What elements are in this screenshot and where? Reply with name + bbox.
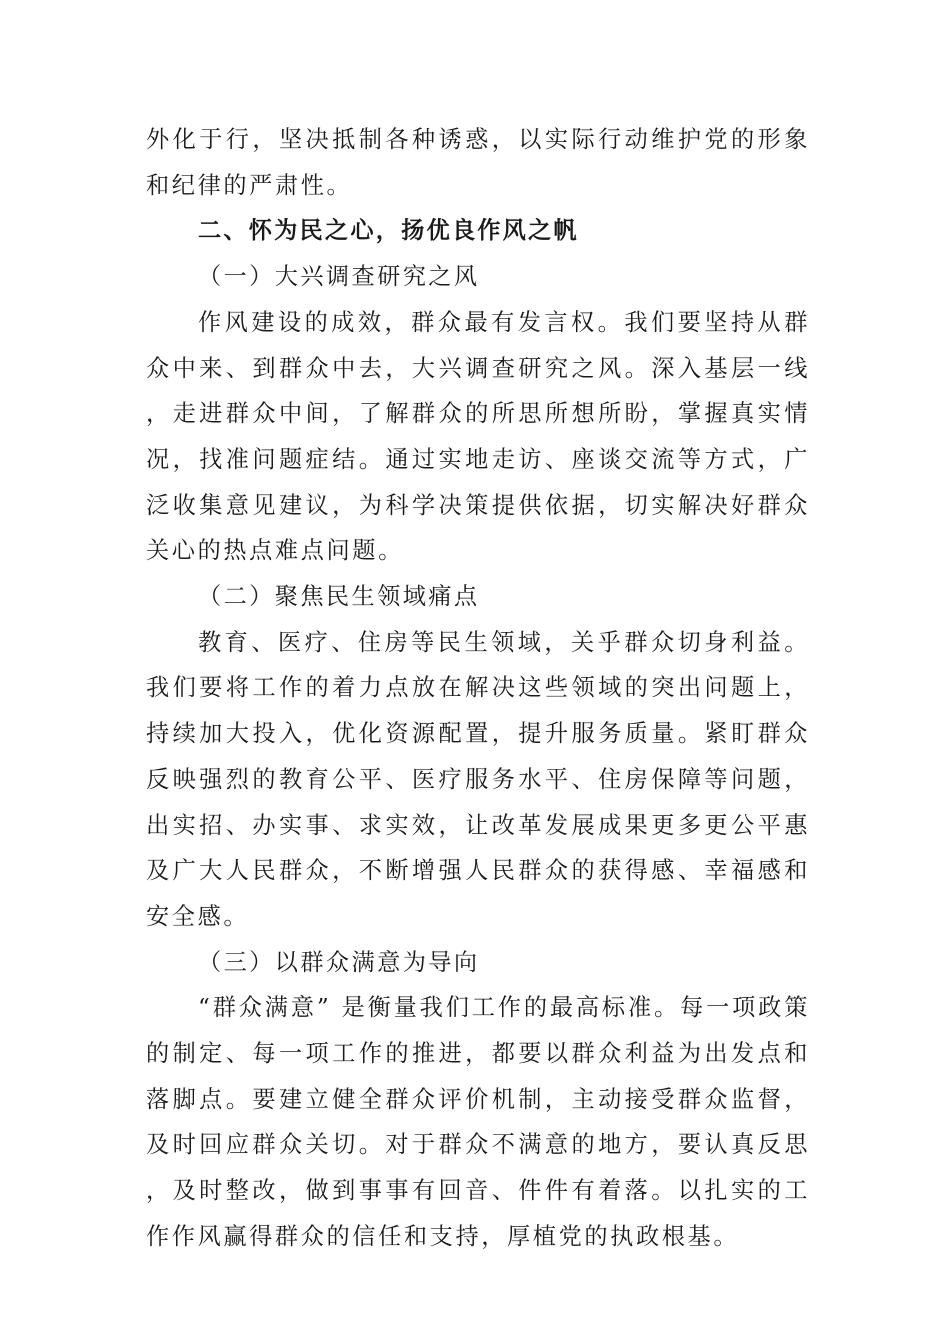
subsection-body-3: “群众满意” 是衡量我们工作的最高标准。每一项政策的制定、每一项工作的推进，都要以群众利益为出发点和落脚点。要建立健全群众评价机制，主动接受群众监督，及时回应群众关切。对于群众不满意的地方，要认真反思，及时整改，做到事事有回音、件件有着落。以扎实的工作作风赢得群众的信任和支持，厚植党的执政根基。 — [146, 994, 810, 1250]
subsection-heading-3: （三）以群众满意为导向 — [198, 948, 480, 976]
document-body — [146, 117, 810, 1260]
subsection-heading-1: （一）大兴调查研究之风 — [198, 263, 480, 291]
subsection-body-2: 教育、医疗、住房等民生领域，关乎群众切身利益。我们要将工作的着力点放在解决这些领域的突出问题上，持续加大投入，优化资源配置，提升服务质量。紧盯群众反映强烈的教育公平、医疗服务水平、住房保障等问题，出实招、办实事、求实效，让改革发展成果更多更公平惠及广大人民群众，不断增强人民群众的获得感、幸福感和安全感。 — [146, 628, 810, 930]
subsection-heading-2: （二）聚焦民生领域痛点 — [198, 583, 480, 611]
intro-paragraph: 外化于行，坚决抵制各种诱惑，以实际行动维护党的形象和纪律的严肃性。 — [146, 126, 810, 199]
section-heading: 二、怀为民之心，扬优良作风之帆 — [198, 217, 579, 245]
subsection-body-1: 作风建设的成效，群众最有发言权。我们要坚持从群众中来、到群众中去，大兴调查研究之风。深入基层一线，走进群众中间，了解群众的所思所想所盼，掌握真实情况，找准问题症结。通过实地走访、座谈交流等方式，广泛收集意见建议，为科学决策提供依据，切实解决好群众关心的热点难点问题。 — [146, 308, 810, 565]
